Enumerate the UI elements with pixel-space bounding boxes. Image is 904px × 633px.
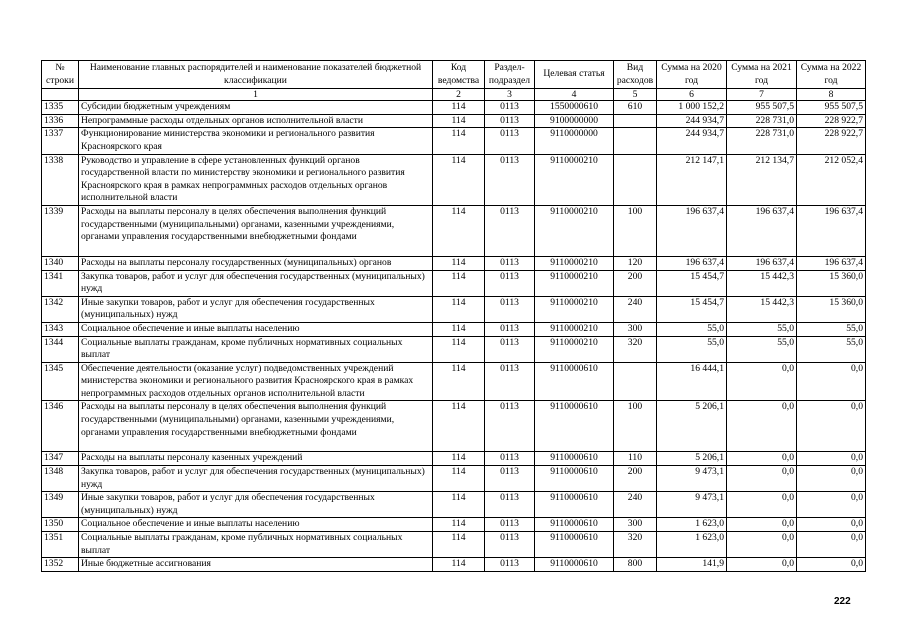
row-sum-2021: 0,0 bbox=[727, 558, 797, 572]
row-number: 1345 bbox=[42, 362, 79, 401]
header-row-no: № строки bbox=[42, 61, 79, 89]
row-name: Расходы на выплаты персоналу в целях обеспечения выполнения функций государственными (муниципальными) органами, казенными учреждениями, органами управления государственными внебюджетными фондами bbox=[79, 205, 433, 256]
row-number: 1351 bbox=[42, 532, 79, 558]
row-kind: 120 bbox=[614, 256, 657, 270]
row-sum-2021: 55,0 bbox=[727, 336, 797, 362]
row-name: Иные закупки товаров, работ и услуг для обеспечения государственных (муниципальных) нужд bbox=[79, 492, 433, 518]
row-sum-2022: 0,0 bbox=[797, 401, 866, 452]
row-sum-2020: 55,0 bbox=[657, 322, 727, 336]
row-kind: 300 bbox=[614, 322, 657, 336]
column-number: 4 bbox=[535, 89, 614, 101]
column-number: 5 bbox=[614, 89, 657, 101]
header-name: Наименование главных распорядителей и наименование показателей бюджетной классификации bbox=[79, 61, 433, 89]
row-name: Расходы на выплаты персоналу в целях обеспечения выполнения функций государственными (муниципальными) органами, казенными учреждениями, органами управления государственными внебюджетными фондами bbox=[79, 401, 433, 452]
table-row bbox=[42, 401, 866, 452]
row-section: 0113 bbox=[485, 518, 535, 532]
row-sum-2022: 0,0 bbox=[797, 452, 866, 466]
row-section: 0113 bbox=[485, 256, 535, 270]
row-number: 1341 bbox=[42, 270, 79, 296]
row-section: 0113 bbox=[485, 322, 535, 336]
row-number: 1337 bbox=[42, 128, 79, 154]
row-target: 9110000610 bbox=[535, 492, 614, 518]
row-name: Расходы на выплаты персоналу государственных (муниципальных) органов bbox=[79, 256, 433, 270]
row-sum-2021: 15 442,3 bbox=[727, 270, 797, 296]
row-kind: 800 bbox=[614, 558, 657, 572]
row-name: Иные бюджетные ассигнования bbox=[79, 558, 433, 572]
row-sum-2021: 228 731,0 bbox=[727, 128, 797, 154]
row-sum-2022: 955 507,5 bbox=[797, 101, 866, 115]
row-sum-2020: 196 637,4 bbox=[657, 205, 727, 256]
row-dept-code: 114 bbox=[433, 322, 485, 336]
row-sum-2021: 0,0 bbox=[727, 452, 797, 466]
column-number: 1 bbox=[79, 89, 433, 101]
column-number: 6 bbox=[657, 89, 727, 101]
column-number bbox=[42, 89, 79, 101]
row-name: Субсидии бюджетным учреждениям bbox=[79, 101, 433, 115]
row-section: 0113 bbox=[485, 492, 535, 518]
row-dept-code: 114 bbox=[433, 518, 485, 532]
row-kind: 100 bbox=[614, 205, 657, 256]
table-row bbox=[42, 466, 866, 492]
row-number: 1349 bbox=[42, 492, 79, 518]
row-target: 9110000610 bbox=[535, 452, 614, 466]
column-number-row bbox=[42, 89, 866, 101]
header-sum-2021: Сумма на 2021 год bbox=[727, 61, 797, 89]
row-sum-2021: 196 637,4 bbox=[727, 205, 797, 256]
row-section: 0113 bbox=[485, 154, 535, 205]
row-name: Закупка товаров, работ и услуг для обеспечения государственных (муниципальных) нужд bbox=[79, 270, 433, 296]
header-row bbox=[42, 61, 866, 89]
row-dept-code: 114 bbox=[433, 401, 485, 452]
row-sum-2020: 1 623,0 bbox=[657, 532, 727, 558]
row-name: Функционирование министерства экономики и регионального развития Красноярского края bbox=[79, 128, 433, 154]
row-target: 9110000610 bbox=[535, 518, 614, 532]
column-number: 3 bbox=[485, 89, 535, 101]
row-target: 9110000210 bbox=[535, 322, 614, 336]
row-name: Закупка товаров, работ и услуг для обеспечения государственных (муниципальных) нужд bbox=[79, 466, 433, 492]
row-number: 1335 bbox=[42, 101, 79, 115]
header-section: Раздел- подраздел bbox=[485, 61, 535, 89]
row-sum-2020: 55,0 bbox=[657, 336, 727, 362]
row-target: 9110000610 bbox=[535, 532, 614, 558]
table-row bbox=[42, 128, 866, 154]
row-number: 1338 bbox=[42, 154, 79, 205]
row-sum-2020: 15 454,7 bbox=[657, 296, 727, 322]
row-dept-code: 114 bbox=[433, 296, 485, 322]
table-row bbox=[42, 336, 866, 362]
row-name: Обеспечение деятельности (оказание услуг) подведомственных учреждений министерства экономики и регионального развития Красноярского края в рамках непрограммных расходов отдельных органов исполнительной власти bbox=[79, 362, 433, 401]
row-target: 9110000210 bbox=[535, 336, 614, 362]
row-target: 9110000610 bbox=[535, 466, 614, 492]
row-name: Расходы на выплаты персоналу казенных учреждений bbox=[79, 452, 433, 466]
row-dept-code: 114 bbox=[433, 154, 485, 205]
row-sum-2021: 0,0 bbox=[727, 362, 797, 401]
row-target: 9110000210 bbox=[535, 270, 614, 296]
row-sum-2021: 212 134,7 bbox=[727, 154, 797, 205]
column-number: 8 bbox=[797, 89, 866, 101]
row-sum-2021: 0,0 bbox=[727, 466, 797, 492]
header-code: Код ведомства bbox=[433, 61, 485, 89]
row-sum-2022: 0,0 bbox=[797, 518, 866, 532]
row-kind: 320 bbox=[614, 532, 657, 558]
row-sum-2020: 16 444,1 bbox=[657, 362, 727, 401]
table-row bbox=[42, 492, 866, 518]
row-sum-2022: 228 922,7 bbox=[797, 128, 866, 154]
row-dept-code: 114 bbox=[433, 114, 485, 128]
row-sum-2020: 9 473,1 bbox=[657, 466, 727, 492]
row-kind: 200 bbox=[614, 466, 657, 492]
row-number: 1343 bbox=[42, 322, 79, 336]
row-sum-2020: 212 147,1 bbox=[657, 154, 727, 205]
table-row bbox=[42, 114, 866, 128]
row-section: 0113 bbox=[485, 362, 535, 401]
row-sum-2020: 196 637,4 bbox=[657, 256, 727, 270]
row-sum-2022: 0,0 bbox=[797, 466, 866, 492]
row-dept-code: 114 bbox=[433, 466, 485, 492]
row-sum-2021: 0,0 bbox=[727, 518, 797, 532]
row-section: 0113 bbox=[485, 205, 535, 256]
row-sum-2020: 1 623,0 bbox=[657, 518, 727, 532]
page-number: 222 bbox=[834, 596, 851, 607]
row-kind: 240 bbox=[614, 492, 657, 518]
row-number: 1350 bbox=[42, 518, 79, 532]
row-kind: 300 bbox=[614, 518, 657, 532]
row-number: 1340 bbox=[42, 256, 79, 270]
row-section: 0113 bbox=[485, 296, 535, 322]
row-target: 9110000210 bbox=[535, 296, 614, 322]
row-sum-2022: 196 637,4 bbox=[797, 205, 866, 256]
row-kind: 200 bbox=[614, 270, 657, 296]
row-name: Социальное обеспечение и иные выплаты населению bbox=[79, 518, 433, 532]
row-kind: 110 bbox=[614, 452, 657, 466]
table-row bbox=[42, 532, 866, 558]
row-sum-2020: 15 454,7 bbox=[657, 270, 727, 296]
table-row bbox=[42, 518, 866, 532]
row-section: 0113 bbox=[485, 101, 535, 115]
row-sum-2021: 0,0 bbox=[727, 401, 797, 452]
table-row bbox=[42, 154, 866, 205]
row-kind bbox=[614, 154, 657, 205]
row-number: 1348 bbox=[42, 466, 79, 492]
row-target: 9100000000 bbox=[535, 114, 614, 128]
table-row bbox=[42, 452, 866, 466]
row-number: 1339 bbox=[42, 205, 79, 256]
header-sum-2022: Сумма на 2022 год bbox=[797, 61, 866, 89]
row-section: 0113 bbox=[485, 466, 535, 492]
row-sum-2021: 0,0 bbox=[727, 492, 797, 518]
row-dept-code: 114 bbox=[433, 256, 485, 270]
row-sum-2021: 0,0 bbox=[727, 532, 797, 558]
table-row bbox=[42, 205, 866, 256]
row-sum-2020: 1 000 152,2 bbox=[657, 101, 727, 115]
row-sum-2021: 228 731,0 bbox=[727, 114, 797, 128]
row-kind bbox=[614, 362, 657, 401]
row-dept-code: 114 bbox=[433, 558, 485, 572]
row-dept-code: 114 bbox=[433, 205, 485, 256]
row-sum-2021: 55,0 bbox=[727, 322, 797, 336]
row-target: 9110000210 bbox=[535, 154, 614, 205]
budget-table bbox=[41, 60, 866, 572]
row-name: Социальные выплаты гражданам, кроме публичных нормативных социальных выплат bbox=[79, 336, 433, 362]
row-kind bbox=[614, 128, 657, 154]
row-sum-2022: 15 360,0 bbox=[797, 270, 866, 296]
table-row bbox=[42, 322, 866, 336]
row-sum-2022: 196 637,4 bbox=[797, 256, 866, 270]
row-sum-2020: 5 206,1 bbox=[657, 452, 727, 466]
column-number: 7 bbox=[727, 89, 797, 101]
table-row bbox=[42, 101, 866, 115]
table-row bbox=[42, 558, 866, 572]
row-target: 9110000210 bbox=[535, 205, 614, 256]
row-name: Иные закупки товаров, работ и услуг для обеспечения государственных (муниципальных) нужд bbox=[79, 296, 433, 322]
row-dept-code: 114 bbox=[433, 532, 485, 558]
row-dept-code: 114 bbox=[433, 492, 485, 518]
row-section: 0113 bbox=[485, 114, 535, 128]
row-sum-2021: 955 507,5 bbox=[727, 101, 797, 115]
row-number: 1342 bbox=[42, 296, 79, 322]
row-name: Социальное обеспечение и иные выплаты населению bbox=[79, 322, 433, 336]
table-row bbox=[42, 270, 866, 296]
table-row bbox=[42, 362, 866, 401]
row-section: 0113 bbox=[485, 401, 535, 452]
row-number: 1352 bbox=[42, 558, 79, 572]
row-section: 0113 bbox=[485, 270, 535, 296]
row-section: 0113 bbox=[485, 452, 535, 466]
row-kind: 320 bbox=[614, 336, 657, 362]
row-sum-2022: 55,0 bbox=[797, 336, 866, 362]
row-sum-2022: 228 922,7 bbox=[797, 114, 866, 128]
row-sum-2020: 5 206,1 bbox=[657, 401, 727, 452]
row-section: 0113 bbox=[485, 128, 535, 154]
row-number: 1346 bbox=[42, 401, 79, 452]
row-target: 9110000000 bbox=[535, 128, 614, 154]
row-target: 1550000610 bbox=[535, 101, 614, 115]
row-number: 1336 bbox=[42, 114, 79, 128]
row-sum-2020: 9 473,1 bbox=[657, 492, 727, 518]
row-number: 1347 bbox=[42, 452, 79, 466]
row-name: Руководство и управление в сфере установленных функций органов государственной власти по министерству экономики и регионального развития Красноярского края в рамках непрограммных расходов отдельных органов исполнительной власти bbox=[79, 154, 433, 205]
header-sum-2020: Сумма на 2020 год bbox=[657, 61, 727, 89]
row-name: Социальные выплаты гражданам, кроме публичных нормативных социальных выплат bbox=[79, 532, 433, 558]
row-kind: 610 bbox=[614, 101, 657, 115]
row-sum-2022: 0,0 bbox=[797, 558, 866, 572]
row-dept-code: 114 bbox=[433, 336, 485, 362]
row-dept-code: 114 bbox=[433, 101, 485, 115]
row-section: 0113 bbox=[485, 558, 535, 572]
header-target: Целевая статья bbox=[535, 61, 614, 89]
row-sum-2022: 212 052,4 bbox=[797, 154, 866, 205]
column-number: 2 bbox=[433, 89, 485, 101]
header-kind: Вид расходов bbox=[614, 61, 657, 89]
row-target: 9110000610 bbox=[535, 558, 614, 572]
row-sum-2020: 244 934,7 bbox=[657, 114, 727, 128]
row-dept-code: 114 bbox=[433, 128, 485, 154]
row-sum-2022: 15 360,0 bbox=[797, 296, 866, 322]
row-sum-2021: 196 637,4 bbox=[727, 256, 797, 270]
row-sum-2020: 141,9 bbox=[657, 558, 727, 572]
row-target: 9110000610 bbox=[535, 362, 614, 401]
row-kind: 100 bbox=[614, 401, 657, 452]
table-row bbox=[42, 256, 866, 270]
row-dept-code: 114 bbox=[433, 270, 485, 296]
row-dept-code: 114 bbox=[433, 452, 485, 466]
table-row bbox=[42, 296, 866, 322]
row-name: Непрограммные расходы отдельных органов исполнительной власти bbox=[79, 114, 433, 128]
row-section: 0113 bbox=[485, 336, 535, 362]
row-kind bbox=[614, 114, 657, 128]
row-number: 1344 bbox=[42, 336, 79, 362]
row-sum-2022: 0,0 bbox=[797, 532, 866, 558]
row-sum-2022: 0,0 bbox=[797, 362, 866, 401]
row-sum-2020: 244 934,7 bbox=[657, 128, 727, 154]
row-dept-code: 114 bbox=[433, 362, 485, 401]
row-target: 9110000610 bbox=[535, 401, 614, 452]
row-target: 9110000210 bbox=[535, 256, 614, 270]
row-sum-2021: 15 442,3 bbox=[727, 296, 797, 322]
row-kind: 240 bbox=[614, 296, 657, 322]
row-sum-2022: 55,0 bbox=[797, 322, 866, 336]
row-sum-2022: 0,0 bbox=[797, 492, 866, 518]
row-section: 0113 bbox=[485, 532, 535, 558]
